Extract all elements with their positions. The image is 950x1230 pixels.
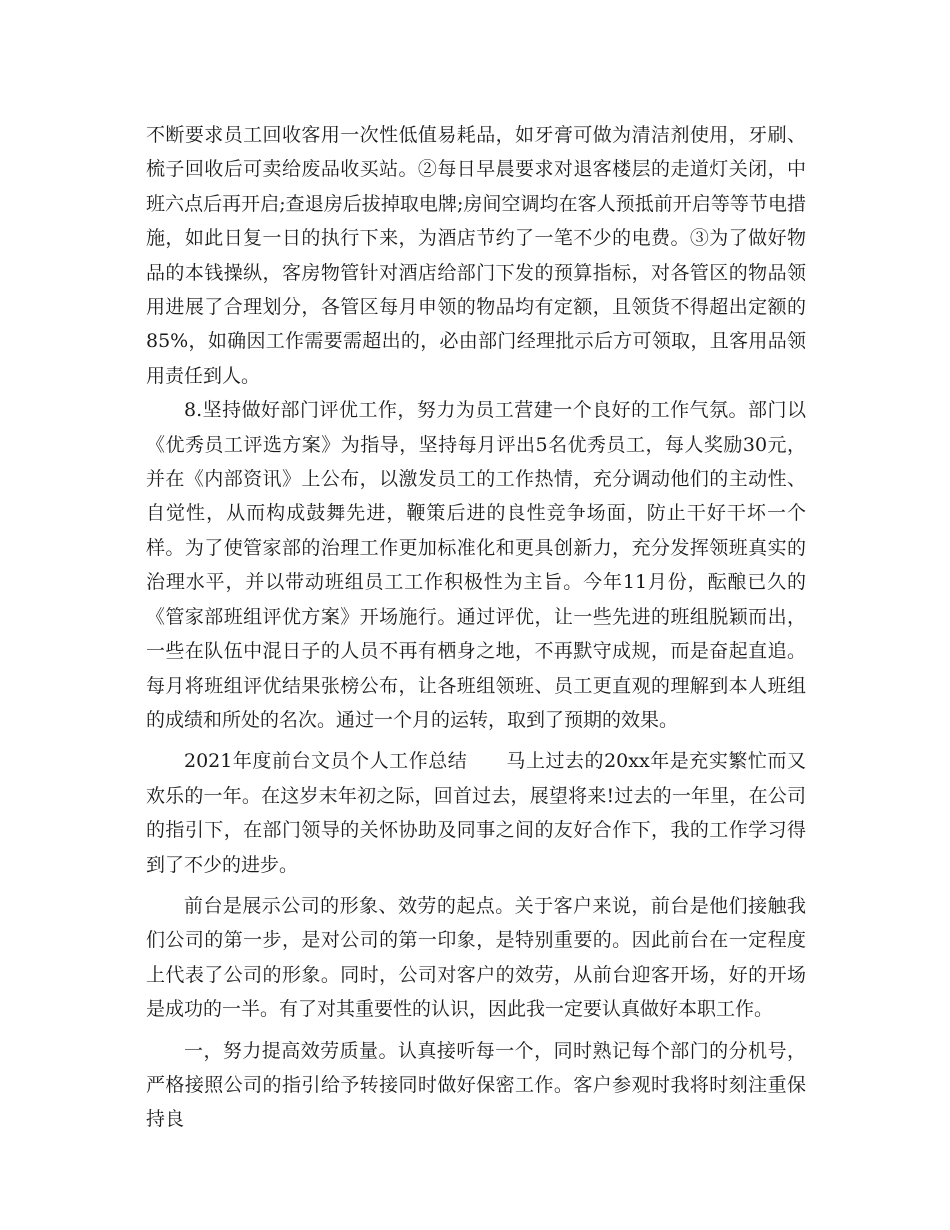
document-body bbox=[146, 118, 806, 1137]
paragraph-department-evaluation: 8.坚持做好部门评优工作，努力为员工营建一个良好的工作气氛。部门以《优秀员工评选方案》为指导，坚持每月评出5名优秀员工，每人奖励30元，并在《内部资讯》上公布，以激发员工的工作热情，充分调动他们的主动性、自觉性，从而构成鼓舞先进，鞭策后进的良性竞争场面，防止干好干坏一个样。为了使管家部的治理工作更加标准化和更具创新力，充分发挥领班真实的治理水平，并以带动班组员工工作积极性为主旨。今年11月份，酝酿已久的《管家部班组评优方案》开场施行。通过评优，让一些先进的班组脱颖而出，一些在队伍中混日子的人员不再有栖身之地，不再默守成规，而是奋起直追。每月将班组评优结果张榜公布，让各班组领班、员工更直观的理解到本人班组的成绩和所处的名次。通过一个月的运转，取到了预期的效果。 bbox=[146, 399, 806, 731]
paragraph-continuation: 不断要求员工回收客用一次性低值易耗品，如牙膏可做为清洁剂使用，牙刷、梳子回收后可卖给废品收买站。②每日早晨要求对退客楼层的走道灯关闭，中班六点后再开启;查退房后拔掉取电牌;房间空调均在客人预抵前开启等等节电措施，如此日复一日的执行下来，为酒店节约了一笔不少的电费。③为了做好物品的本钱操纵，客房物管针对酒店给部门下发的预算指标，对各管区的物品领用进展了合理划分，各管区每月申领的物品均有定额，且领货不得超出定额的85%，如确因工作需要需超出的，必由部门经理批示后方可领取，且客用品领用责任到人。 bbox=[146, 124, 806, 387]
paragraph-front-desk-role: 前台是展示公司的形象、效劳的起点。关于客户来说，前台是他们接触我们公司的第一步，是对公司的第一印象，是特别重要的。因此前台在一定程度上代表了公司的形象。同时，公司对客户的效劳，从前台迎客开场，好的开场是成功的一半。有了对其重要性的认识，因此我一定要认真做好本职工作。 bbox=[146, 894, 806, 1021]
paragraph-annual-summary-intro: 2021年度前台文员个人工作总结 马上过去的20xx年是充实繁忙而又欢乐的一年。在这岁末年初之际，回首过去，展望将来!过去的一年里，在公司的指引下，在部门领导的关怀协助及同事之间的友好合作下，我的工作学习得到了不少的进步。 bbox=[146, 750, 806, 876]
paragraph-service-quality: 一，努力提高效劳质量。认真接听每一个，同时熟记每个部门的分机号，严格接照公司的指引给予转接同时做好保密工作。客户参观时我将时刻注重保持良 bbox=[146, 1039, 806, 1131]
